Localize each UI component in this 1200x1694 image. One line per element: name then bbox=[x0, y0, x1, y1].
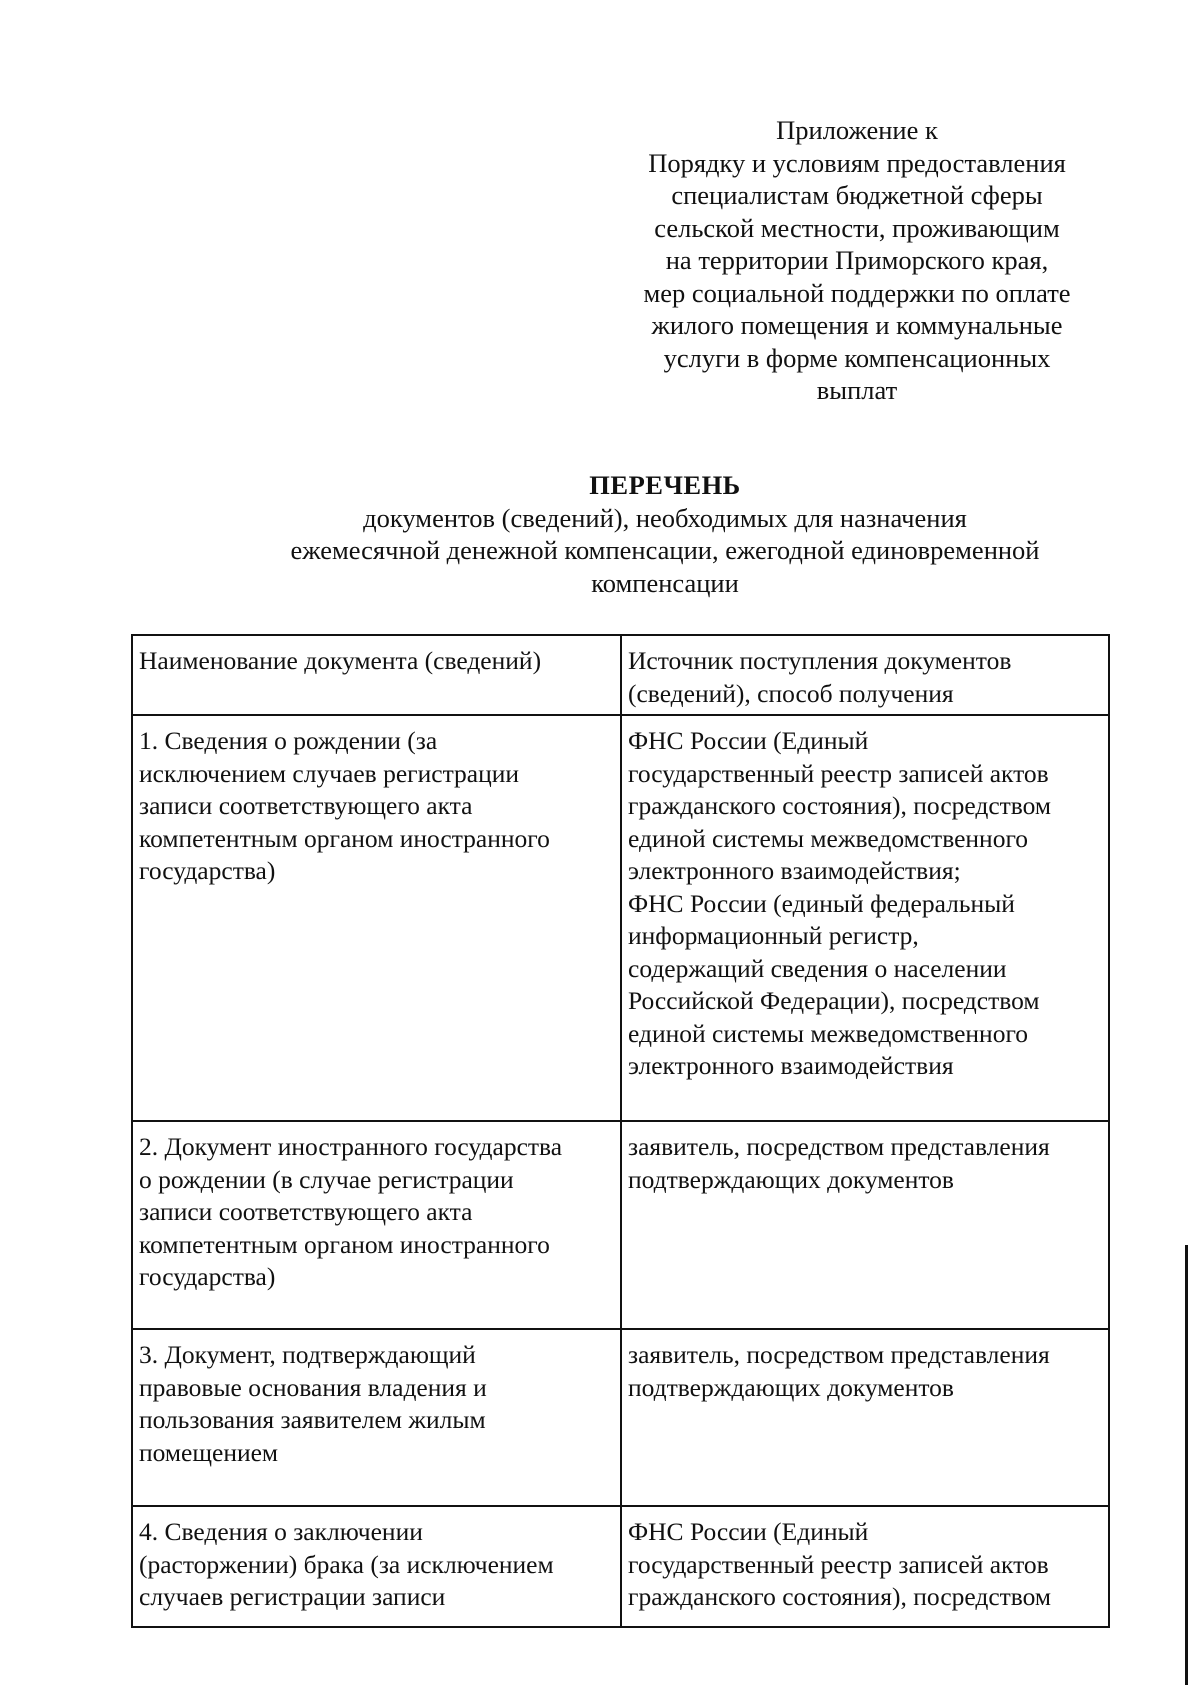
row-4-document-name bbox=[133, 1507, 622, 1626]
cell-line: 1. Сведения о рождении (за bbox=[139, 726, 438, 755]
header-document-name bbox=[133, 636, 622, 714]
table-row bbox=[133, 1328, 1108, 1505]
cell-line: электронного взаимодействия; bbox=[628, 856, 961, 885]
cell-line: электронного взаимодействия bbox=[628, 1051, 954, 1080]
cell-line: ФНС России (единый федеральный bbox=[628, 888, 1015, 918]
table-row bbox=[133, 1505, 1108, 1626]
cell-line: компетентным органом иностранного bbox=[139, 1229, 550, 1259]
cell-line: государства) bbox=[139, 1262, 276, 1291]
cell-line: 4. Сведения о заключении bbox=[139, 1517, 423, 1546]
appendix-line: выплат bbox=[816, 375, 898, 405]
cell-line: о рождении (в случае регистрации bbox=[139, 1164, 514, 1194]
cell-line: единой системы межведомственного bbox=[628, 1018, 1029, 1048]
cell-line: пользования заявителем жилым bbox=[139, 1405, 486, 1434]
appendix-line: сельской местности, проживающим bbox=[654, 212, 1060, 243]
cell-line: случаев регистрации записи bbox=[139, 1582, 446, 1611]
cell-line: ФНС России (Единый bbox=[628, 726, 869, 755]
table-header-row bbox=[133, 636, 1108, 714]
row-2-document-name bbox=[133, 1122, 622, 1328]
appendix-line: услуги в форме компенсационных bbox=[663, 342, 1051, 373]
cell-line: записи соответствующего акта bbox=[139, 1197, 473, 1226]
cell-line: заявитель, посредством представления bbox=[628, 1340, 1050, 1369]
appendix-line: Приложение к bbox=[776, 115, 938, 145]
row-2-document-source bbox=[622, 1122, 1108, 1328]
cell-line: 2. Документ иностранного государства bbox=[139, 1132, 563, 1161]
cell-line: компетентным органом иностранного bbox=[139, 823, 550, 853]
cell-line: государственный реестр записей актов bbox=[628, 1549, 1049, 1579]
cell-line: ФНС России (Единый bbox=[628, 1517, 869, 1546]
appendix-line: на территории Приморского края, bbox=[665, 245, 1049, 275]
cell-line: подтверждающих документов bbox=[628, 1372, 954, 1402]
appendix-line: мер социальной поддержки по оплате bbox=[643, 277, 1071, 308]
row-4-document-source bbox=[622, 1507, 1108, 1626]
cell-line: исключением случаев регистрации bbox=[139, 758, 520, 788]
cell-line: информационный регистр, bbox=[628, 921, 919, 950]
row-3-document-name bbox=[133, 1330, 622, 1505]
row-1-document-name bbox=[133, 716, 622, 1120]
cell-line: записи соответствующего акта bbox=[139, 791, 473, 820]
cell-line: государственный реестр записей актов bbox=[628, 758, 1049, 788]
header-document-source bbox=[622, 636, 1108, 714]
document-subtitle-line: документов (сведений), необходимых для назначения bbox=[363, 502, 967, 533]
table-row bbox=[133, 1120, 1108, 1328]
appendix-line: жилого помещения и коммунальные bbox=[651, 310, 1063, 340]
cell-line: содержащий сведения о населении bbox=[628, 953, 1007, 983]
row-3-document-source bbox=[622, 1330, 1108, 1505]
cell-line: гражданского состояния), посредством bbox=[628, 791, 1052, 820]
appendix-line: Порядку и условиям предоставления bbox=[648, 147, 1066, 178]
cell-line: Российской Федерации), посредством bbox=[628, 986, 1040, 1015]
cell-line: гражданского состояния), посредством bbox=[628, 1582, 1052, 1611]
appendix-line: специалистам бюджетной сферы bbox=[671, 180, 1043, 210]
document-heading bbox=[130, 469, 1200, 599]
cell-line: (сведений), способ получения bbox=[628, 678, 954, 708]
documents-table bbox=[131, 634, 1110, 1628]
document-subtitle-line: ежемесячной денежной компенсации, ежегодной единовременной bbox=[290, 535, 1040, 565]
table-row bbox=[133, 714, 1108, 1120]
cell-line: единой системы межведомственного bbox=[628, 823, 1029, 853]
cell-line: государства) bbox=[139, 856, 276, 885]
cell-line: заявитель, посредством представления bbox=[628, 1132, 1050, 1161]
document-title: ПЕРЕЧЕНЬ bbox=[589, 470, 741, 500]
cell-line: 3. Документ, подтверждающий bbox=[139, 1340, 476, 1369]
scan-edge-line bbox=[1185, 1245, 1188, 1685]
cell-line: Источник поступления документов bbox=[628, 646, 1012, 675]
document-subtitle-line: компенсации bbox=[591, 567, 739, 598]
cell-line: правовые основания владения и bbox=[139, 1372, 487, 1402]
appendix-reference bbox=[620, 114, 1094, 407]
cell-line: подтверждающих документов bbox=[628, 1164, 954, 1194]
cell-line: (расторжении) брака (за исключением bbox=[139, 1549, 554, 1579]
cell-line: Наименование документа (сведений) bbox=[139, 646, 542, 675]
row-1-document-source bbox=[622, 716, 1108, 1120]
cell-line: помещением bbox=[139, 1437, 279, 1467]
